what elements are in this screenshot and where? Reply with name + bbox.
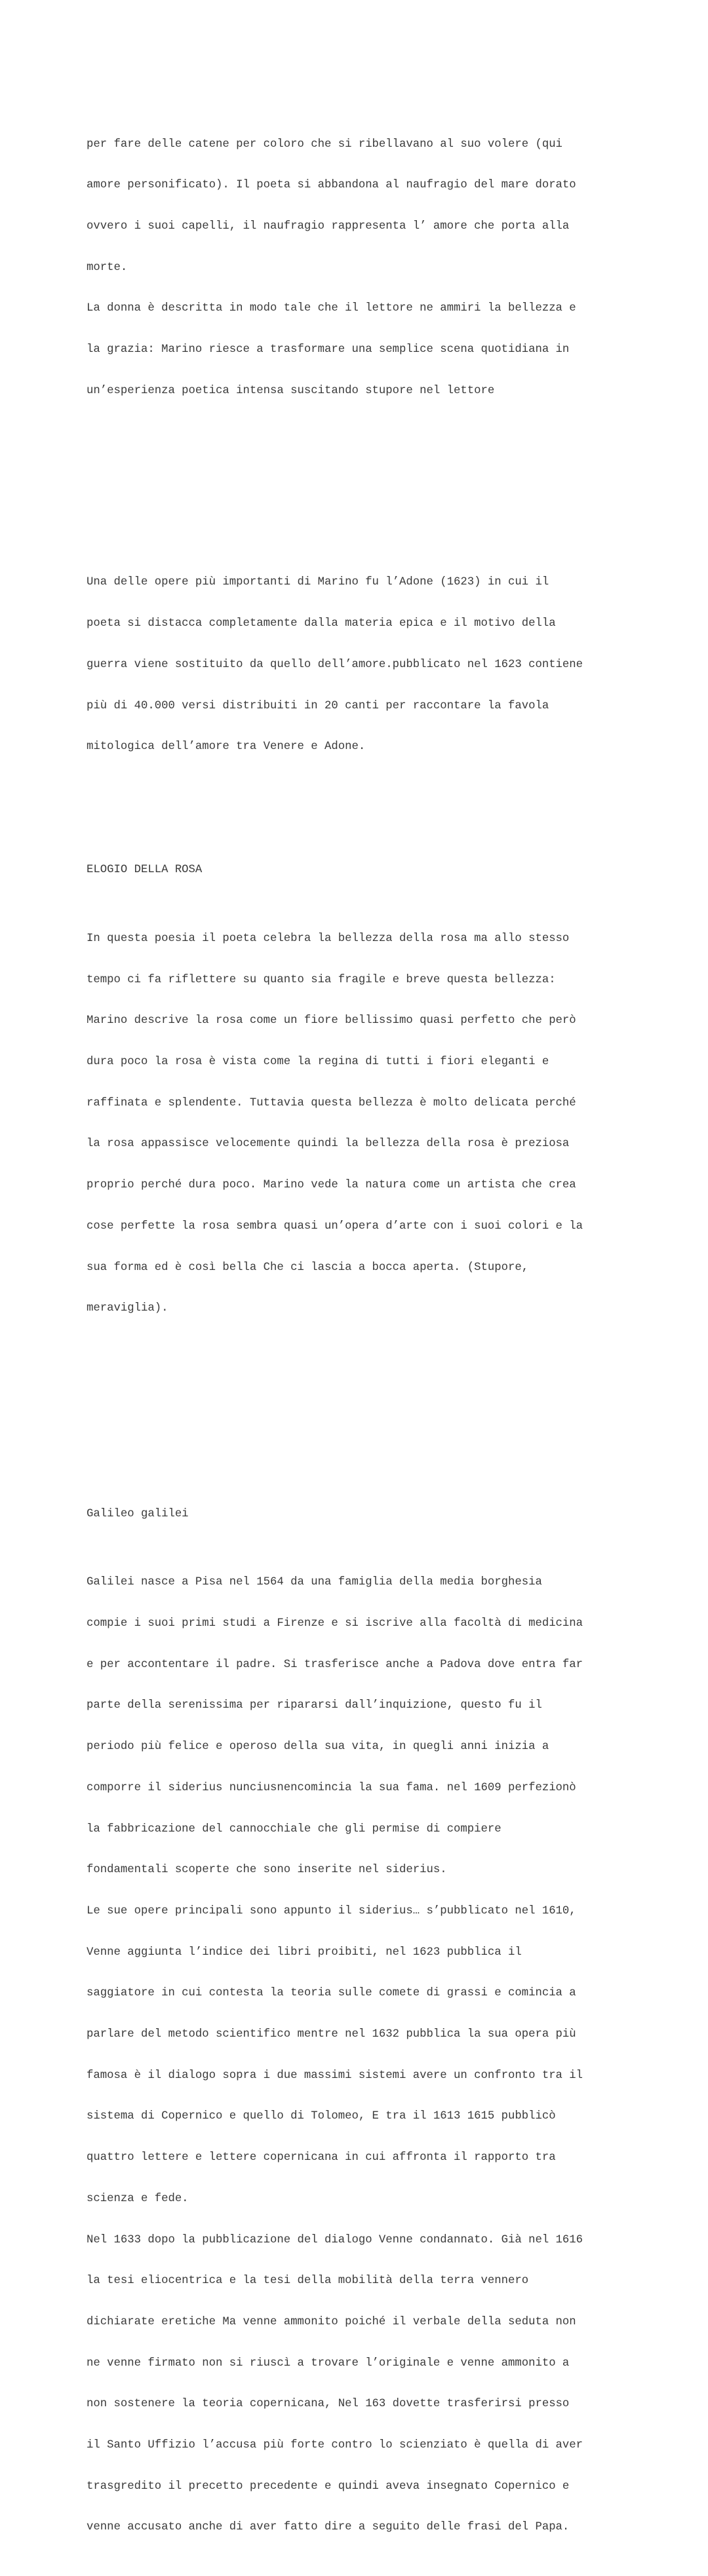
text-line: ovvero i suoi capelli, il naufragio rappresenta l’ amore che porta alla	[87, 220, 570, 233]
text-line: comporre il siderius nunciusnencomincia la sua fama. nel 1609 perfezionò	[87, 1781, 576, 1794]
text-line: venne accusato anche di aver fatto dire a seguito delle frasi del Papa.	[87, 2521, 570, 2534]
text-line: un’esperienza poetica intensa suscitando stupore nel lettore	[87, 384, 495, 397]
text-line: e per accontentare il padre. Si trasferisce anche a Padova dove entra far	[87, 1658, 583, 1671]
text-line: Nel 1633 dopo la pubblicazione del dialogo Venne condannato. Già nel 1616	[87, 2233, 583, 2246]
blank-line	[87, 1453, 631, 1467]
text-line: raffinata e splendente. Tuttavia questa bellezza è molto delicata perché	[87, 1096, 576, 1109]
text-line: sua forma ed è così bella Che ci lascia a bocca aperta. (Stupore,	[87, 1261, 529, 1274]
paragraph-block-galileo	[87, 1549, 631, 2563]
text-line: compie i suoi primi studi a Firenze e si iscrive alla facoltà di medicina	[87, 1617, 583, 1630]
text-line: La donna è descritta in modo tale che il lettore ne ammiri la bellezza e	[87, 302, 576, 315]
blank-line	[87, 809, 631, 823]
paragraph-block-rosa	[87, 905, 631, 1343]
text-line: morte.	[87, 261, 128, 274]
text-line: la grazia: Marino riesce a trasformare una semplice scena quotidiana in	[87, 343, 570, 356]
text-line: Le sue opere principali sono appunto il siderius… s’pubblicato nel 1610,	[87, 1904, 576, 1917]
text-line: periodo più felice e operoso della sua vita, in quegli anni inizia a	[87, 1740, 549, 1754]
section-heading-galileo: Galileo galilei	[87, 1507, 189, 1520]
text-line: per fare delle catene per coloro che si ribellavano al suo volere (qui	[87, 138, 562, 151]
text-line: famosa è il dialogo sopra i due massimi sistemi avere un confronto tra il	[87, 2069, 583, 2082]
blank-line	[87, 1371, 631, 1385]
text-line: parte della serenissima per ripararsi dall’inquizione, questo fu il	[87, 1699, 542, 1712]
blank-line	[87, 494, 631, 508]
text-line: guerra viene sostituito da quello dell’amore.pubblicato nel 1623 contiene	[87, 658, 583, 671]
text-line: fondamentali scoperte che sono inserite nel siderius.	[87, 1864, 447, 1877]
text-line: tempo ci fa riflettere su quanto sia fragile e breve questa bellezza:	[87, 973, 556, 986]
text-line: trasgredito il precetto precedente e quindi aveva insegnato Copernico e	[87, 2480, 570, 2493]
text-line: parlare del metodo scientifico mentre nel 1632 pubblica la sua opera più	[87, 2028, 576, 2041]
text-line: dichiarate eretiche Ma venne ammonito poiché il verbale della seduta non	[87, 2315, 576, 2328]
text-line: la tesi eliocentrica e la tesi della mobilità della terra vennero	[87, 2275, 529, 2288]
paragraph-block-1	[87, 111, 631, 426]
text-line: amore personificato). Il poeta si abbandona al naufragio del mare dorato	[87, 179, 576, 192]
section-heading-rosa: ELOGIO DELLA ROSA	[87, 864, 203, 877]
text-line: la fabbricazione del cannocchiale che gli permise di compiere	[87, 1822, 502, 1836]
text-line: Una delle opere più importanti di Marino fu l’Adone (1623) in cui il	[87, 576, 549, 589]
text-line: scienza e fede.	[87, 2192, 189, 2205]
text-line: Galilei nasce a Pisa nel 1564 da una famiglia della media borghesia	[87, 1576, 542, 1589]
text-line: Venne aggiunta l’indice dei libri proibiti, nel 1623 pubblica il	[87, 1946, 522, 1959]
text-line: mitologica dell’amore tra Venere e Adone.	[87, 740, 366, 754]
text-line: non sostenere la teoria copernicana, Nel 163 dovette trasferirsi presso	[87, 2398, 570, 2411]
text-line: saggiatore in cui contesta la teoria sulle comete di grassi e comincia a	[87, 1987, 576, 2000]
text-line: poeta si distacca completamente dalla materia epica e il motivo della	[87, 617, 556, 630]
text-line: In questa poesia il poeta celebra la bellezza della rosa ma allo stesso	[87, 932, 570, 945]
blank-line	[87, 1412, 631, 1425]
text-line: il Santo Uffizio l’accusa più forte contro lo scienziato è quella di aver	[87, 2439, 583, 2452]
text-line: proprio perché dura poco. Marino vede la natura come un artista che crea	[87, 1179, 576, 1192]
document-page	[87, 83, 631, 2576]
text-line: meraviglia).	[87, 1302, 168, 1315]
text-line: quattro lettere e lettere copernicana in cui affronta il rapporto tra	[87, 2151, 556, 2164]
text-line: ne venne firmato non si riuscì a trovare l’originale e venne ammonito a	[87, 2356, 570, 2370]
text-line: dura poco la rosa è vista come la regina di tutti i fiori eleganti e	[87, 1056, 549, 1069]
text-line: sistema di Copernico e quello di Tolomeo, E tra il 1613 1615 pubblicò	[87, 2110, 556, 2123]
text-line: la rosa appassisce velocemente quindi la bellezza della rosa è preziosa	[87, 1138, 570, 1151]
text-line: Marino descrive la rosa come un fiore bellissimo quasi perfetto che però	[87, 1014, 576, 1028]
paragraph-block-adone	[87, 549, 631, 782]
text-line: più di 40.000 versi distribuiti in 20 canti per raccontare la favola	[87, 699, 549, 712]
blank-line	[87, 453, 631, 467]
text-line: cose perfette la rosa sembra quasi un’opera d’arte con i suoi colori e la	[87, 1220, 583, 1233]
